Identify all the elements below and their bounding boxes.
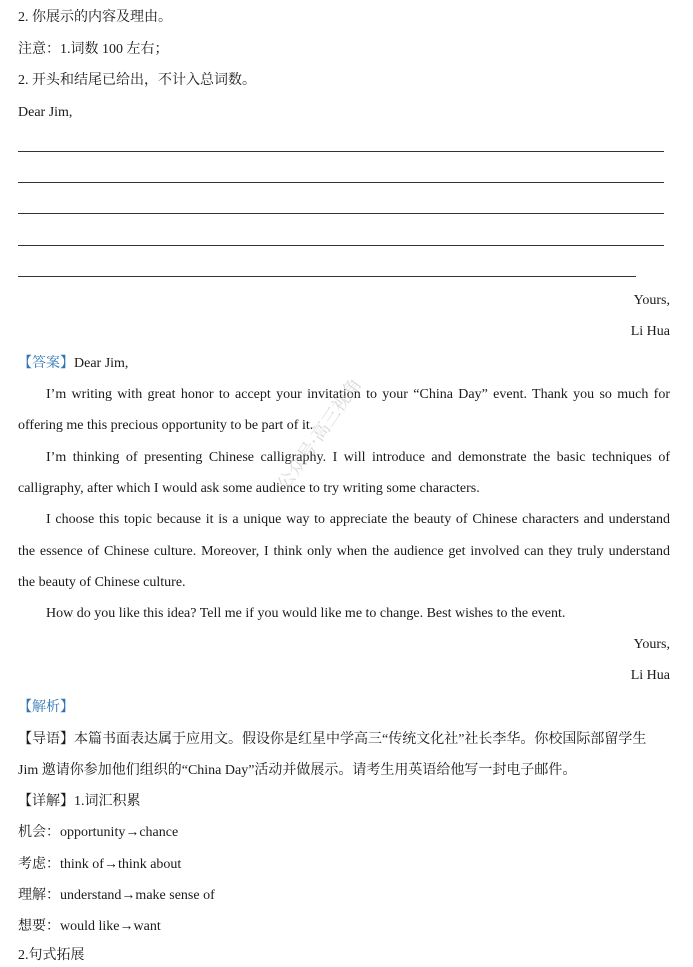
prompt-signature: Li Hua: [630, 324, 670, 339]
guide-line-1: 【导语】本篇书面表达属于应用文。假设你是红星中学高三“传统文化社”社长李华。你校国际部留学生: [18, 732, 647, 747]
answer-line-8: How do you like this idea? Tell me if you would like me to change. Best wishes to the event.: [46, 606, 566, 621]
answer-signature: Li Hua: [630, 668, 670, 683]
vocab-item: 想要：would like→want: [18, 919, 161, 934]
answer-line-6: the essence of Chinese culture. Moreover, I think only when the audience get involved can they truly understand: [18, 544, 670, 559]
answer-heading: [18, 354, 128, 374]
note-word-count: 注意：1.词数 100 左右；: [18, 42, 169, 57]
vocab-item: 机会：opportunity→chance: [18, 825, 179, 840]
answer-line-5: I choose this topic because it is a unique way to appreciate the beauty of Chinese characters and understand: [46, 512, 670, 527]
detail-title: 1.词汇积累: [74, 794, 141, 809]
section-2-heading: 2.句式拓展: [18, 948, 85, 963]
answer-line-4: calligraphy, after which I would ask some audience to try writing some characters.: [18, 481, 480, 496]
prompt-closing: Yours,: [633, 293, 670, 308]
prompt-salutation: Dear Jim,: [18, 105, 73, 120]
writing-line-2: [18, 182, 664, 183]
answer-line-1: I’m writing with great honor to accept your invitation to your “China Day” event. Thank you so much for: [46, 387, 670, 402]
vocab-item: 理解：understand→make sense of: [18, 888, 215, 903]
writing-line-4: [18, 245, 664, 246]
answer-line-7: the beauty of Chinese culture.: [18, 575, 186, 590]
answer-salutation: Dear Jim,: [74, 356, 129, 371]
requirement-2: 2. 你展示的内容及理由。: [18, 10, 172, 25]
note-opening-closing: 2. 开头和结尾已给出，不计入总词数。: [18, 73, 256, 88]
watermark: 公众号·高三视角: [273, 374, 367, 495]
answer-tag: 【答案】: [18, 356, 74, 371]
analysis-tag: 【解析】: [18, 700, 74, 715]
answer-closing: Yours,: [633, 637, 670, 652]
guide-line-2: Jim 邀请你参加他们组织的“China Day”活动并做展示。请考生用英语给他写一封电子邮件。: [18, 763, 577, 778]
writing-line-1: [18, 151, 664, 152]
detail-heading: [18, 792, 141, 812]
vocab-item: 考虑：think of→think about: [18, 857, 182, 872]
answer-line-2: offering me this precious opportunity to be part of it.: [18, 418, 314, 433]
writing-line-5: [18, 276, 636, 277]
answer-line-3: I’m thinking of presenting Chinese calligraphy. I will introduce and demonstrate the basic techniques of: [46, 450, 670, 465]
detail-tag: 【详解】: [18, 794, 74, 809]
writing-line-3: [18, 213, 664, 214]
